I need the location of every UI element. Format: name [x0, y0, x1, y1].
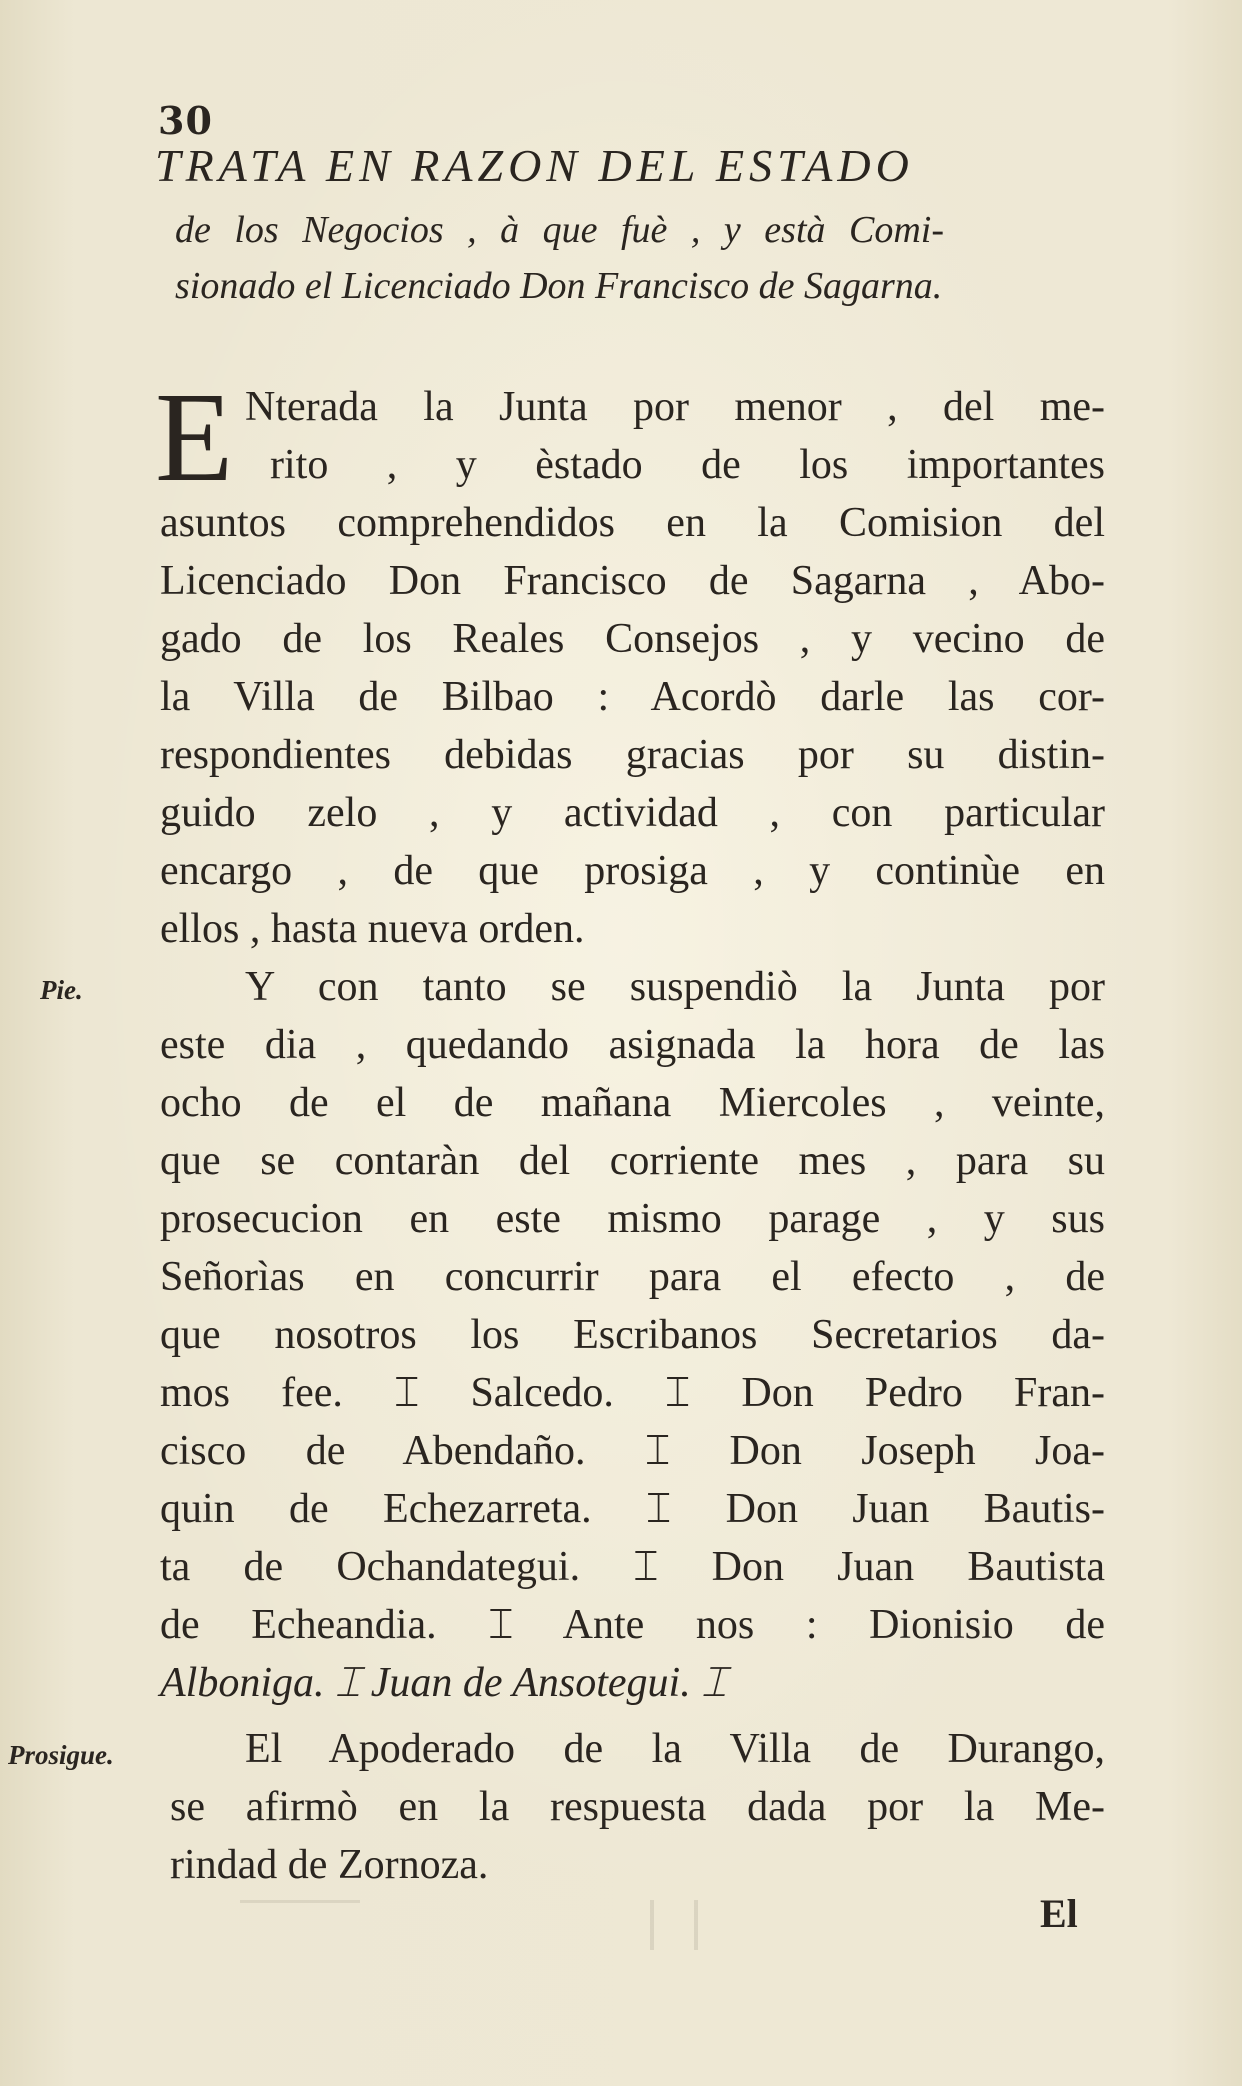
paragraph-3-line: El Apoderado de la Villa de Durango, — [245, 1726, 1105, 1772]
paragraph-3-line: se afirmò en la respuesta dada por la Me- — [170, 1784, 1105, 1830]
paragraph-1-line: guido zelo , y actividad , con particular — [160, 790, 1105, 836]
paragraph-2-line: de Echeandia. ⌶ Ante nos : Dionisio de — [160, 1602, 1105, 1648]
paragraph-1-line: Licenciado Don Francisco de Sagarna , Abo- — [160, 558, 1105, 604]
paragraph-1-line: la Villa de Bilbao : Acordò darle las cor- — [160, 674, 1105, 720]
drop-cap: E — [155, 366, 234, 508]
subheading-line-1: de los Negocios , à que fuè , y està Comi- — [175, 209, 945, 251]
paragraph-2-line: ocho de el de mañana Miercoles , veinte, — [160, 1080, 1105, 1126]
paragraph-2-line: Alboniga. ⌶ Juan de Ansotegui. ⌶ — [160, 1660, 727, 1706]
paragraph-1-line: respondientes debidas gracias por su distin- — [160, 732, 1105, 778]
paragraph-2-line: quin de Echezarreta. ⌶ Don Juan Bautis- — [160, 1486, 1105, 1532]
page-number: 30 — [158, 98, 213, 143]
paragraph-1-line: asuntos comprehendidos en la Comision del — [160, 500, 1105, 546]
paragraph-1-line: ellos , hasta nueva orden. — [160, 906, 585, 952]
catchword: El — [1040, 1891, 1078, 1936]
paragraph-1-line: encargo , de que prosiga , y continùe en — [160, 848, 1105, 894]
subheading-line-2: sionado el Licenciado Don Francisco de Sagarna. — [175, 265, 943, 307]
section-heading: TRATA EN RAZON DEL ESTADO — [155, 140, 914, 191]
paragraph-2-line: cisco de Abendaño. ⌶ Don Joseph Joa- — [160, 1428, 1105, 1474]
paragraph-1-line: Nterada la Junta por menor , del me- — [245, 384, 1105, 430]
paragraph-2-line: Y con tanto se suspendiò la Junta por — [245, 964, 1105, 1010]
paragraph-2-line: ta de Ochandategui. ⌶ Don Juan Bautista — [160, 1544, 1105, 1590]
paragraph-2-line: que se contaràn del corriente mes , para su — [160, 1138, 1105, 1184]
paragraph-2-line: mos fee. ⌶ Salcedo. ⌶ Don Pedro Fran- — [160, 1370, 1105, 1416]
paragraph-3-line: rindad de Zornoza. — [170, 1842, 489, 1888]
margin-note-pie: Pie. — [40, 975, 83, 1005]
paragraph-2-line: que nosotros los Escribanos Secretarios da- — [160, 1312, 1105, 1358]
paragraph-2-line: Señorìas en concurrir para el efecto , de — [160, 1254, 1105, 1300]
show-through-mark — [650, 1900, 698, 1950]
margin-note-prosigue: Prosigue. — [8, 1740, 114, 1770]
paragraph-2-line: este dia , quedando asignada la hora de las — [160, 1022, 1105, 1068]
paragraph-1-line: gado de los Reales Consejos , y vecino de — [160, 616, 1105, 662]
paragraph-1-line: rito , y èstado de los importantes — [270, 442, 1105, 488]
show-through-mark — [240, 1900, 360, 1943]
paragraph-2-line: prosecucion en este mismo parage , y sus — [160, 1196, 1105, 1242]
